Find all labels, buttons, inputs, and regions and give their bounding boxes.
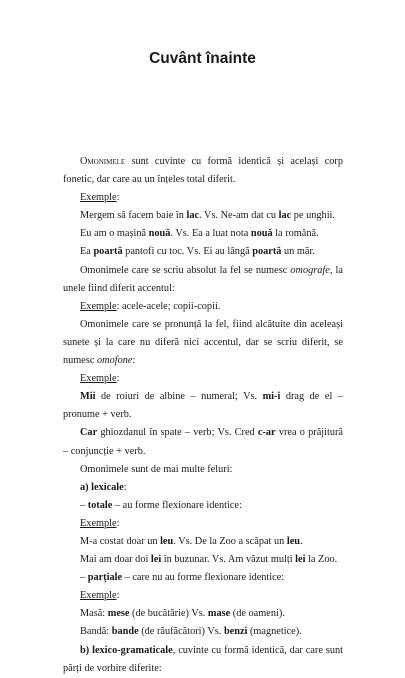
subsection-totale: – totale – au forme flexionare identice:: [80, 499, 242, 511]
examples-heading: Exemple:: [80, 590, 120, 602]
page-title: Cuvânt înainte: [149, 50, 256, 67]
examples-heading: Exemple:: [80, 373, 120, 385]
example-line: Eu am o mașină nouă. Vs. Ea a luat nota nouă la română.: [80, 228, 319, 240]
example-line: Mergem să facem baie în lac. Vs. Ne-am dat cu lac pe unghii.: [80, 210, 335, 222]
example-line: Ea poartă pantofi cu toc. Vs. Ei au lângă poartă un măr.: [80, 246, 315, 258]
section-lexico-gramaticale: b) lexico-gramaticale, cuvinte cu formă identică, dar care sunt părți de vorbire diferite:: [63, 644, 343, 674]
example-line: M-a costat doar un leu. Vs. De la Zoo a scăpat un leu.: [80, 535, 303, 547]
paragraph-types: Omonimele sunt de mai multe feluri:: [80, 463, 233, 475]
example-line: Mai am doar doi lei în buzunar. Vs. Am văzut mulți lei la Zoo.: [80, 554, 338, 566]
examples-heading: Exemple:: [80, 192, 120, 204]
subsection-partiale: – parțiale – care nu au forme flexionare identice:: [80, 572, 285, 584]
examples-inline: Exemple: acele-acele; copii-copii.: [80, 300, 221, 312]
example-line: Masă: mese (de bucătărie) Vs. mase (de oameni).: [80, 608, 285, 620]
example-line: Car ghiozdanul în spate – verb; Vs. Cred c-ar vrea o prăjitură – conjuncție + verb.: [63, 427, 343, 457]
paragraph-omografe: Omonimele care se scriu absolut la fel se numesc omografe, la unele fiind diferit accentul:: [63, 264, 343, 294]
example-line: Bandă: bande (de răufăcători) Vs. benzi (magnetice).: [80, 626, 302, 638]
section-lexicale: a) lexicale:: [80, 481, 127, 493]
body-text: [63, 153, 343, 678]
paragraph-definition: Omonimele sunt cuvinte cu formă identică și același corp fonetic, dar care au un înțeles total diferit.: [63, 156, 343, 186]
examples-heading: Exemple:: [80, 517, 120, 529]
paragraph-omofone: Omonimele care se pronunță la fel, fiind alcătuite din aceleași sunete și la care nu diferă nici accentul, dar se scriu diferit, se numesc omofone:: [63, 318, 343, 367]
term-omonimele: Omonimele: [80, 156, 126, 167]
example-line: Mii de roiuri de albine – numeral; Vs. mi-i drag de el – pronume + verb.: [63, 391, 343, 421]
